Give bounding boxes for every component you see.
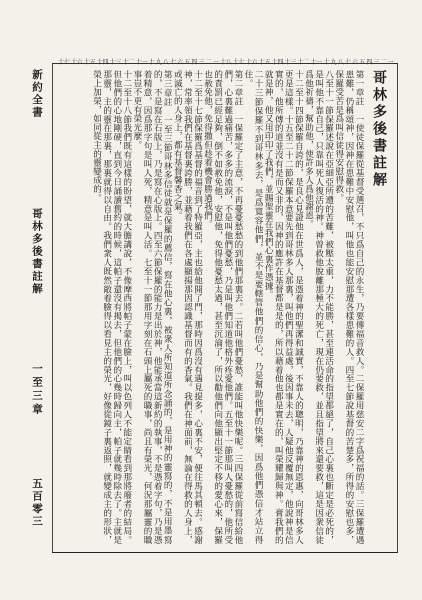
verse-index-label: 十二 bbox=[297, 59, 310, 66]
paragraph: 第二章註 一保羅定了主意，不再憂憂愁愁的到他們那裏去。二若叫他們憂愁，誰能叫他快樂呢。三四保羅從前寫信給他們，心裏難過痛苦，多多的流淚，不是叫他們憂愁，乃是叫他們知道他格外疼愛他們。五至十一節那叫人憂愁的，他所受的責罰已經足夠，倒不如赦免他，安慰他，免得他憂愁太過，甚至沉淪了，所以勸他們向他顯出堅定不移的愛心來，保羅也赦免他，免得撒但趁着機會勝過我們。 bbox=[202, 70, 243, 544]
book-title: 新約全書 bbox=[31, 69, 43, 119]
verse-index-label: 八 bbox=[162, 59, 169, 66]
verse-index-label: 十一 bbox=[135, 59, 148, 66]
verse-index-label: 九 bbox=[155, 59, 162, 66]
verse-index-label: 十三 bbox=[109, 59, 122, 66]
verse-index-label: 十 bbox=[323, 59, 330, 66]
verse-index-label: 十六 bbox=[245, 59, 258, 66]
paragraph: 十二至十七節保羅爲基督的福音到了特羅亞，主也給他開了門，那時因爲沒有遇見提多，心裏不安，便往馬其頓去。感謝神，常率領我們在基督裏誇勝，並藉着我們在各處顯揚那因認識基督而有的香氣。我們在神面前，無論在得救的人身上，或滅亡的人身上，都有基督馨香之氣。 bbox=[172, 70, 203, 544]
paragraph: 十二至十八節我們既有這樣的盼望，就大膽講說，不像摩西將帕子蒙在臉上，叫以色列人不能定睛看到那將廢者的結局。但他們的心地剛硬，直到今日誦讀舊約的時候，這帕子還沒有揭去，但他們的心幾時歸向主，帕子就幾時除去了。主就是那靈，主的靈在那裏，那裏就得以自由。我們衆人既然敞着臉得以看見主的榮光，好像從鏡子裏返照，就變成主的形狀，榮上加榮，如同從主的靈變成的。 bbox=[91, 70, 132, 544]
verse-index-label: 五 bbox=[184, 59, 191, 66]
verse-index-label: 十六 bbox=[70, 59, 83, 66]
verse-index-label: 十一 bbox=[310, 59, 323, 66]
verse-index-label: 一 bbox=[212, 59, 219, 66]
verse-index-label: 十七 bbox=[232, 59, 245, 66]
verse-index-label: 五 bbox=[359, 59, 365, 66]
verse-index-label: 十七 bbox=[58, 59, 70, 66]
page-heading: 哥林多後書註解 bbox=[371, 70, 387, 189]
verse-index-label: 四 bbox=[366, 59, 373, 66]
verse-index-label: 八 bbox=[337, 59, 344, 66]
verse-index-label: 十二 bbox=[122, 59, 135, 66]
verse-index-label: 二 bbox=[380, 59, 387, 66]
page-number: 五百零三 bbox=[31, 478, 43, 528]
verse-index-label: 十五 bbox=[83, 59, 96, 66]
verse-index-label: 三 bbox=[198, 59, 205, 66]
header-rule bbox=[52, 63, 398, 64]
paragraph: 第一章註 一使徒保羅從基督受選召，不只爲自己的永生，乃要傳福音救人。二保羅用慈安二字爲祝福的話。三保羅遭遇患難，仍稱頌神，因神在患難中安慰他，叫他也能安慰那遭各樣患難的人。四至七節說基督的苦楚多，所得的安慰也多，保羅受苦是爲叫信徒得安慰得救。 bbox=[333, 70, 364, 544]
verse-index-label: 六 bbox=[177, 59, 183, 66]
commentary-text bbox=[58, 70, 388, 544]
verse-index-label: 十五 bbox=[258, 59, 271, 66]
side-margin bbox=[22, 63, 52, 553]
paragraph: 十二至十四節保羅自誇的，是良心見證他在世爲人，是憑着神的聖潔和誠實，不靠人的聰明，乃靠神的恩惠，向哥林多人更是這樣。十五至二十二節保羅本意要先到哥林多人那裏，叫他們再得益處，後因事未去，人疑他反覆無定，他說神是信實的，他所傳的道並沒有是而又非的，因神的應許在基督都是是的，所以藉着他也都是實在的，叫榮耀歸與神。膏我們的就是神，他又用印印了我們，並賜聖靈在我們心裏作憑據。 bbox=[263, 70, 304, 544]
verse-index-label: 二 bbox=[205, 59, 212, 66]
paragraph: 第三章註 一至三節哥林多信徒就是保羅的薦信，寫在他心裏，被衆人所知道所念誦的，是用神的靈寫的，不是用墨寫的，不是寫在石版上，乃是寫在心版上。四至六節保羅的能力是出於神，他能承當這新約的執事，不是憑着字句，乃是憑着精意，因爲那字句是叫人死，精意是叫人活。七至十一節那用字刻在石頭上屬死的職事，尚且有榮光，何況那屬靈的職事豈不更有榮光麼。 bbox=[131, 70, 173, 544]
verse-index-label: 十八 bbox=[219, 59, 232, 66]
chapter-range: 一至三章 bbox=[31, 363, 43, 417]
verse-index-label: 一 bbox=[387, 59, 394, 66]
verse-index-label: 十 bbox=[148, 59, 155, 66]
verse-index-label: 六 bbox=[352, 59, 358, 66]
paragraph: 八至十一節保羅述說在亞細亞所遭的苦難，被壓太重，力不能勝，甚至連活命的指望都絕了，自己心裏也斷定是必死的，是叫他不靠自己，只靠叫死人復活的神。神曾救他脫離那極大的死亡，現在仍要救，並且指望將來還要救，這是因衆信徒爲他祈禱，幫助他，使許多人爲他謝恩。 bbox=[303, 70, 334, 544]
verse-index-label: 三 bbox=[373, 59, 380, 66]
commentary-title: 哥林多後書註解 bbox=[31, 208, 43, 296]
verse-index-label: 十四 bbox=[96, 59, 109, 66]
verse-index-label: 九 bbox=[330, 59, 337, 66]
verse-index-label: 七 bbox=[169, 59, 176, 66]
verse-index-label: 十四 bbox=[271, 59, 284, 66]
paragraph: 二十三節保羅不到哥林多去，是爲寬容他們，並不是要轄管他們的信心，乃是幫助他們的快樂，因爲他們憑信才站立得住。 bbox=[242, 70, 264, 544]
verse-index-label: 十三 bbox=[284, 59, 297, 66]
verse-index-label: 七 bbox=[344, 59, 351, 66]
verse-index-label: 四 bbox=[191, 59, 198, 66]
